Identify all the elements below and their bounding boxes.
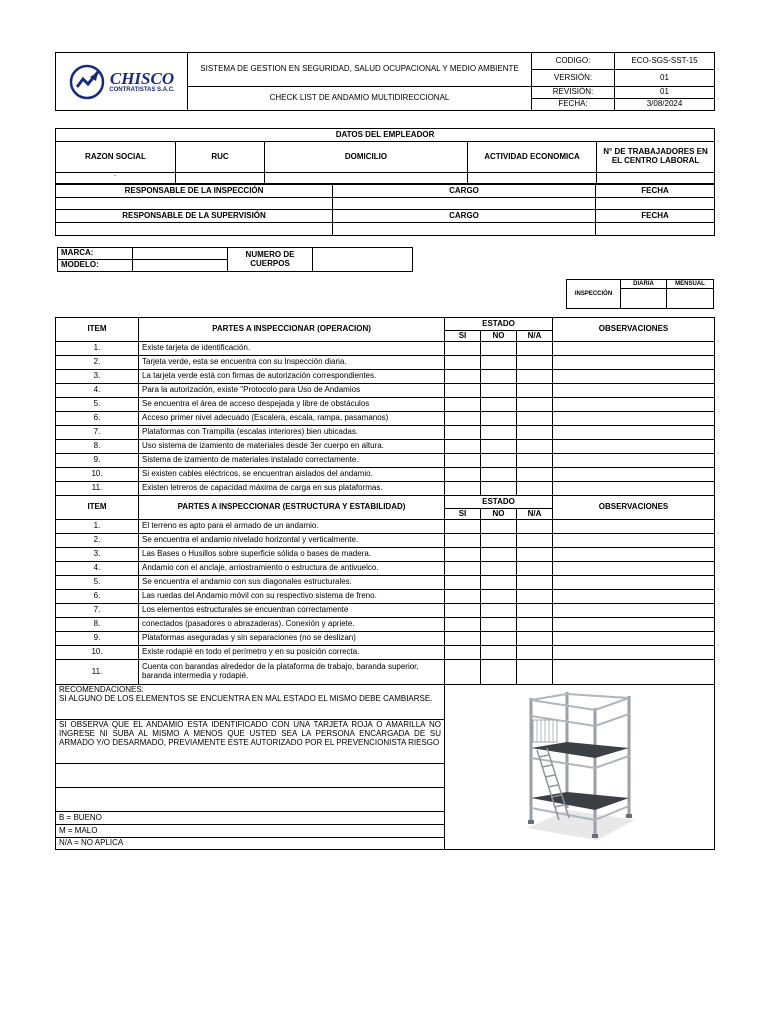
item-number: 8. xyxy=(56,618,139,632)
no-header: NO xyxy=(481,509,517,520)
no-cell[interactable] xyxy=(481,576,517,590)
table-row xyxy=(56,660,715,685)
item-text: Existe rodapié en todo el perímetro y en su posición correcta. xyxy=(139,646,445,660)
operation-checklist xyxy=(55,317,715,850)
logo-emblem-icon xyxy=(68,63,106,101)
item-header: ITEM xyxy=(56,318,139,342)
si-cell[interactable] xyxy=(445,660,481,685)
meta-value: 01 xyxy=(615,70,715,87)
inspection-fecha-field[interactable] xyxy=(596,198,715,210)
item-number: 3. xyxy=(56,548,139,562)
observation-cell[interactable] xyxy=(553,660,715,685)
scaffold-illustration xyxy=(517,690,642,845)
legend-bueno: B = BUENO xyxy=(56,812,445,825)
si-cell[interactable] xyxy=(445,482,481,496)
observation-cell[interactable] xyxy=(553,604,715,618)
domicilio-field[interactable] xyxy=(265,173,468,184)
no-cell[interactable] xyxy=(481,548,517,562)
na-header: N/A xyxy=(517,509,553,520)
na-cell[interactable] xyxy=(517,342,553,356)
si-cell[interactable] xyxy=(445,520,481,534)
si-cell[interactable] xyxy=(445,454,481,468)
observation-cell[interactable] xyxy=(553,412,715,426)
si-header: SI xyxy=(445,331,481,342)
item-text: Andamio con el anclaje, arriostramiento o estructura de antivuelco. xyxy=(139,562,445,576)
table-row xyxy=(56,618,715,632)
observation-cell[interactable] xyxy=(553,562,715,576)
na-cell[interactable] xyxy=(517,562,553,576)
table-row xyxy=(56,482,715,496)
monthly-checkbox[interactable] xyxy=(667,289,714,309)
si-cell[interactable] xyxy=(445,604,481,618)
table-row xyxy=(56,604,715,618)
no-cell[interactable] xyxy=(481,370,517,384)
item-text: Si existen cables eléctricos, se encuentran aislados del andamio. xyxy=(139,468,445,482)
si-cell[interactable] xyxy=(445,426,481,440)
no-cell[interactable] xyxy=(481,454,517,468)
notes-field[interactable] xyxy=(56,788,445,812)
item-text: Para la autorización, existe "Protocolo para Uso de Andamios xyxy=(139,384,445,398)
mark: . xyxy=(114,172,117,178)
item-text: Existe tarjeta de identificación. xyxy=(139,342,445,356)
table-row xyxy=(56,468,715,482)
item-text: conectados (pasadores o abrazaderas). Conexión y apriete. xyxy=(139,618,445,632)
responsibles-table xyxy=(55,184,715,236)
item-number: 3. xyxy=(56,370,139,384)
item-text: Plataformas aseguradas y sin separaciones (no se deslizan) xyxy=(139,632,445,646)
si-header: SI xyxy=(445,509,481,520)
na-cell[interactable] xyxy=(517,384,553,398)
observations-header: OBSERVACIONES xyxy=(553,318,715,342)
fecha-label: FECHA xyxy=(596,185,715,198)
si-cell[interactable] xyxy=(445,618,481,632)
marca-field[interactable] xyxy=(133,248,228,260)
si-cell[interactable] xyxy=(445,440,481,454)
table-row xyxy=(56,342,715,356)
na-cell[interactable] xyxy=(517,604,553,618)
inspection-responsible-label: RESPONSABLE DE LA INSPECCIÓN xyxy=(56,185,333,198)
no-cell[interactable] xyxy=(481,534,517,548)
item-text: Uso sistema de izamiento de materiales desde 3er cuerpo en altura. xyxy=(139,440,445,454)
si-cell[interactable] xyxy=(445,384,481,398)
col-domicilio: DOMICILIO xyxy=(265,142,468,173)
na-cell[interactable] xyxy=(517,618,553,632)
item-text: Cuenta con barandas alrededor de la plataforma de trabajo, baranda superior, baranda intermedia y rodapié. xyxy=(139,660,445,685)
observation-cell[interactable] xyxy=(553,370,715,384)
observation-cell[interactable] xyxy=(553,576,715,590)
na-cell[interactable] xyxy=(517,454,553,468)
observation-cell[interactable] xyxy=(553,482,715,496)
si-cell[interactable] xyxy=(445,562,481,576)
item-text: Plataformas con Trampilla (escalas interiores) bien ubicadas. xyxy=(139,426,445,440)
employer-table xyxy=(55,128,715,184)
si-cell[interactable] xyxy=(445,646,481,660)
item-number: 4. xyxy=(56,384,139,398)
estado-header: ESTADO xyxy=(445,496,553,509)
na-cell[interactable] xyxy=(517,660,553,685)
no-cell[interactable] xyxy=(481,618,517,632)
item-number: 11. xyxy=(56,660,139,685)
item-number: 8. xyxy=(56,440,139,454)
table-row xyxy=(56,646,715,660)
na-cell[interactable] xyxy=(517,356,553,370)
item-number: 1. xyxy=(56,342,139,356)
table-row xyxy=(56,454,715,468)
na-cell[interactable] xyxy=(517,370,553,384)
observation-cell[interactable] xyxy=(553,454,715,468)
observation-cell[interactable] xyxy=(553,384,715,398)
item-number: 9. xyxy=(56,632,139,646)
item-number: 2. xyxy=(56,534,139,548)
item-text: Se encuentra el área de acceso despejada y libre de obstáculos xyxy=(139,398,445,412)
na-cell[interactable] xyxy=(517,520,553,534)
si-cell[interactable] xyxy=(445,370,481,384)
si-cell[interactable] xyxy=(445,356,481,370)
observation-cell[interactable] xyxy=(553,632,715,646)
no-cell[interactable] xyxy=(481,412,517,426)
daily-label: DIARIA xyxy=(621,280,667,289)
table-row xyxy=(56,562,715,576)
item-text: Las ruedas del Andamio móvil con su respectivo sistema de freno. xyxy=(139,590,445,604)
no-header: NO xyxy=(481,331,517,342)
na-cell[interactable] xyxy=(517,534,553,548)
no-cell[interactable] xyxy=(481,482,517,496)
actividad-field[interactable] xyxy=(468,173,597,184)
ruc-field[interactable] xyxy=(176,173,265,184)
item-text: Se encuentra el andamio con sus diagonales estructurales. xyxy=(139,576,445,590)
observation-cell[interactable] xyxy=(553,356,715,370)
no-cell[interactable] xyxy=(481,426,517,440)
si-cell[interactable] xyxy=(445,632,481,646)
col-ruc: RUC xyxy=(176,142,265,173)
parts-header: PARTES A INSPECCIONAR (ESTRUCTURA Y ESTABILIDAD) xyxy=(139,496,445,520)
na-cell[interactable] xyxy=(517,646,553,660)
meta-label: VERSIÓN: xyxy=(532,70,615,87)
meta-label: FECHA: xyxy=(532,99,615,111)
inspection-responsible-field[interactable] xyxy=(56,198,333,210)
supervision-responsible-field[interactable] xyxy=(56,223,333,236)
supervision-fecha-field[interactable] xyxy=(596,223,715,236)
item-text: Sistema de izamiento de materiales instalado correctamente. xyxy=(139,454,445,468)
col-razon-social: RAZON SOCIAL xyxy=(56,142,176,173)
item-number: 6. xyxy=(56,412,139,426)
item-number: 5. xyxy=(56,576,139,590)
recommendation-text-1: SI ALGUNO DE LOS ELEMENTOS SE ENCUENTRA EN MAL ESTADO EL MISMO DEBE CAMBIARSE. xyxy=(59,693,433,703)
no-cell[interactable] xyxy=(481,342,517,356)
item-text: El terreno es apto para el armado de un andamio. xyxy=(139,520,445,534)
trabajadores-field[interactable] xyxy=(597,173,715,184)
table-row xyxy=(56,534,715,548)
na-cell[interactable] xyxy=(517,468,553,482)
supervision-responsible-label: RESPONSABLE DE LA SUPERVISIÓN xyxy=(56,210,333,223)
na-cell[interactable] xyxy=(517,576,553,590)
na-cell[interactable] xyxy=(517,426,553,440)
cargo-label: CARGO xyxy=(333,185,596,198)
observation-cell[interactable] xyxy=(553,646,715,660)
recommendation-1 xyxy=(56,685,445,720)
item-text: La tarjeta verde está con firmas de autorización correspondientes. xyxy=(139,370,445,384)
company-subtitle: CONTRATISTAS S.A.C. xyxy=(109,87,175,93)
item-number: 1. xyxy=(56,520,139,534)
item-number: 10. xyxy=(56,468,139,482)
item-text: Se encuentra el andamio nivelado horizontal y verticalmente. xyxy=(139,534,445,548)
inspection-type-table xyxy=(566,279,714,309)
item-number: 9. xyxy=(56,454,139,468)
table-row xyxy=(56,576,715,590)
item-number: 6. xyxy=(56,590,139,604)
item-number: 10. xyxy=(56,646,139,660)
no-cell[interactable] xyxy=(481,660,517,685)
item-text: Tarjeta verde, esta se encuentra con su Inspección diaria. xyxy=(139,356,445,370)
na-cell[interactable] xyxy=(517,632,553,646)
observation-cell[interactable] xyxy=(553,342,715,356)
observation-cell[interactable] xyxy=(553,398,715,412)
no-cell[interactable] xyxy=(481,562,517,576)
meta-value: 01 xyxy=(615,87,715,99)
no-cell[interactable] xyxy=(481,604,517,618)
item-text: Los elementos estructurales se encuentran correctamente xyxy=(139,604,445,618)
meta-label: CODIGO: xyxy=(532,53,615,70)
si-cell[interactable] xyxy=(445,534,481,548)
no-cell[interactable] xyxy=(481,590,517,604)
table-row xyxy=(56,356,715,370)
monthly-label: MENSUAL xyxy=(667,280,714,289)
observation-cell[interactable] xyxy=(553,426,715,440)
item-text: Las Bases o Husillos sobre superficie sólida o bases de madera. xyxy=(139,548,445,562)
table-row xyxy=(56,384,715,398)
recommendation-text-2: SI OBSERVA QUE EL ANDAMIO ESTA IDENTIFICADO CON UNA TARJETA ROJA O AMARILLA NO INGRESE NI SUBA AL MISMO A MENOS QUE USTED SEA LA PERSONA ENCARGADA DE SU ARMADO Y/O DESARMADO, PREVIAMENTE ESTE AUTORIZADO POR EL PREVENCIONISTA RIESGO xyxy=(56,720,445,764)
table-row xyxy=(56,398,715,412)
daily-checkbox[interactable] xyxy=(621,289,667,309)
inspection-cargo-field[interactable] xyxy=(333,198,596,210)
employer-section-title: DATOS DEL EMPLEADOR xyxy=(56,129,715,142)
no-cell[interactable] xyxy=(481,468,517,482)
no-cell[interactable] xyxy=(481,520,517,534)
no-cell[interactable] xyxy=(481,384,517,398)
supervision-cargo-field[interactable] xyxy=(333,223,596,236)
observation-cell[interactable] xyxy=(553,534,715,548)
table-row xyxy=(56,440,715,454)
col-actividad: ACTIVIDAD ECONOMICA xyxy=(468,142,597,173)
meta-value: 3/08/2024 xyxy=(615,99,715,111)
no-cell[interactable] xyxy=(481,356,517,370)
si-cell[interactable] xyxy=(445,548,481,562)
cargo-label: CARGO xyxy=(333,210,596,223)
observation-cell[interactable] xyxy=(553,618,715,632)
meta-label: REVISIÓN: xyxy=(532,87,615,99)
item-number: 2. xyxy=(56,356,139,370)
system-title: SISTEMA DE GESTION EN SEGURIDAD, SALUD OCUPACIONAL Y MEDIO AMBIENTE xyxy=(188,53,532,87)
document-title: CHECK LIST DE ANDAMIO MULTIDIRECCIONAL xyxy=(188,87,532,111)
si-cell[interactable] xyxy=(445,590,481,604)
na-cell[interactable] xyxy=(517,482,553,496)
company-name: CHISCO xyxy=(109,69,175,88)
na-cell[interactable] xyxy=(517,590,553,604)
parts-header: PARTES A INSPECCIONAR (OPERACION) xyxy=(139,318,445,342)
col-trabajadores: N° DE TRABAJADORES EN EL CENTRO LABORAL xyxy=(597,142,715,173)
table-row xyxy=(56,412,715,426)
modelo-field[interactable] xyxy=(133,260,228,272)
item-header: ITEM xyxy=(56,496,139,520)
na-header: N/A xyxy=(517,331,553,342)
observation-cell[interactable] xyxy=(553,468,715,482)
no-cell[interactable] xyxy=(481,646,517,660)
observations-header: OBSERVACIONES xyxy=(553,496,715,520)
recommendations-title: RECOMENDACIONES: xyxy=(59,685,144,694)
observation-cell[interactable] xyxy=(553,520,715,534)
item-text: Acceso primer nivel adecuado (Escalera, escala, rampa, pasamanos) xyxy=(139,412,445,426)
observation-cell[interactable] xyxy=(553,440,715,454)
razon-social-field[interactable] xyxy=(56,173,176,184)
scaffold-image-cell xyxy=(445,685,715,850)
modelo-label: MODELO: xyxy=(58,260,133,272)
na-cell[interactable] xyxy=(517,398,553,412)
item-text: Existen letreros de capacidad máxima de carga en sus plataformas. xyxy=(139,482,445,496)
na-cell[interactable] xyxy=(517,440,553,454)
item-number: 7. xyxy=(56,426,139,440)
marca-label: MARCA: xyxy=(58,248,133,260)
si-cell[interactable] xyxy=(445,342,481,356)
logo-cell xyxy=(56,53,188,111)
na-cell[interactable] xyxy=(517,412,553,426)
table-row xyxy=(56,370,715,384)
observation-cell[interactable] xyxy=(553,590,715,604)
no-cell[interactable] xyxy=(481,440,517,454)
fecha-label: FECHA xyxy=(596,210,715,223)
table-row xyxy=(56,632,715,646)
si-cell[interactable] xyxy=(445,398,481,412)
item-number: 11. xyxy=(56,482,139,496)
cuerpos-label: NUMERO DE CUERPOS xyxy=(228,248,313,272)
item-number: 4. xyxy=(56,562,139,576)
si-cell[interactable] xyxy=(445,468,481,482)
observation-cell[interactable] xyxy=(553,548,715,562)
table-row xyxy=(56,426,715,440)
si-cell[interactable] xyxy=(445,576,481,590)
legend-no-aplica: N/A = NO APLICA xyxy=(56,838,445,850)
si-cell[interactable] xyxy=(445,412,481,426)
legend-malo: M = MALO xyxy=(56,825,445,838)
no-cell[interactable] xyxy=(481,632,517,646)
inspection-type-label: INSPECCIÓN xyxy=(567,280,621,309)
table-row xyxy=(56,520,715,534)
estado-header: ESTADO xyxy=(445,318,553,331)
item-number: 5. xyxy=(56,398,139,412)
na-cell[interactable] xyxy=(517,548,553,562)
meta-value: ECO-SGS-SST-15 xyxy=(615,53,715,70)
notes-field[interactable] xyxy=(56,764,445,788)
item-number: 7. xyxy=(56,604,139,618)
equipment-table xyxy=(57,247,413,272)
table-row xyxy=(56,548,715,562)
no-cell[interactable] xyxy=(481,398,517,412)
company-logo xyxy=(56,63,187,101)
header-table xyxy=(55,52,715,111)
table-row xyxy=(56,590,715,604)
cuerpos-field[interactable] xyxy=(313,248,413,272)
